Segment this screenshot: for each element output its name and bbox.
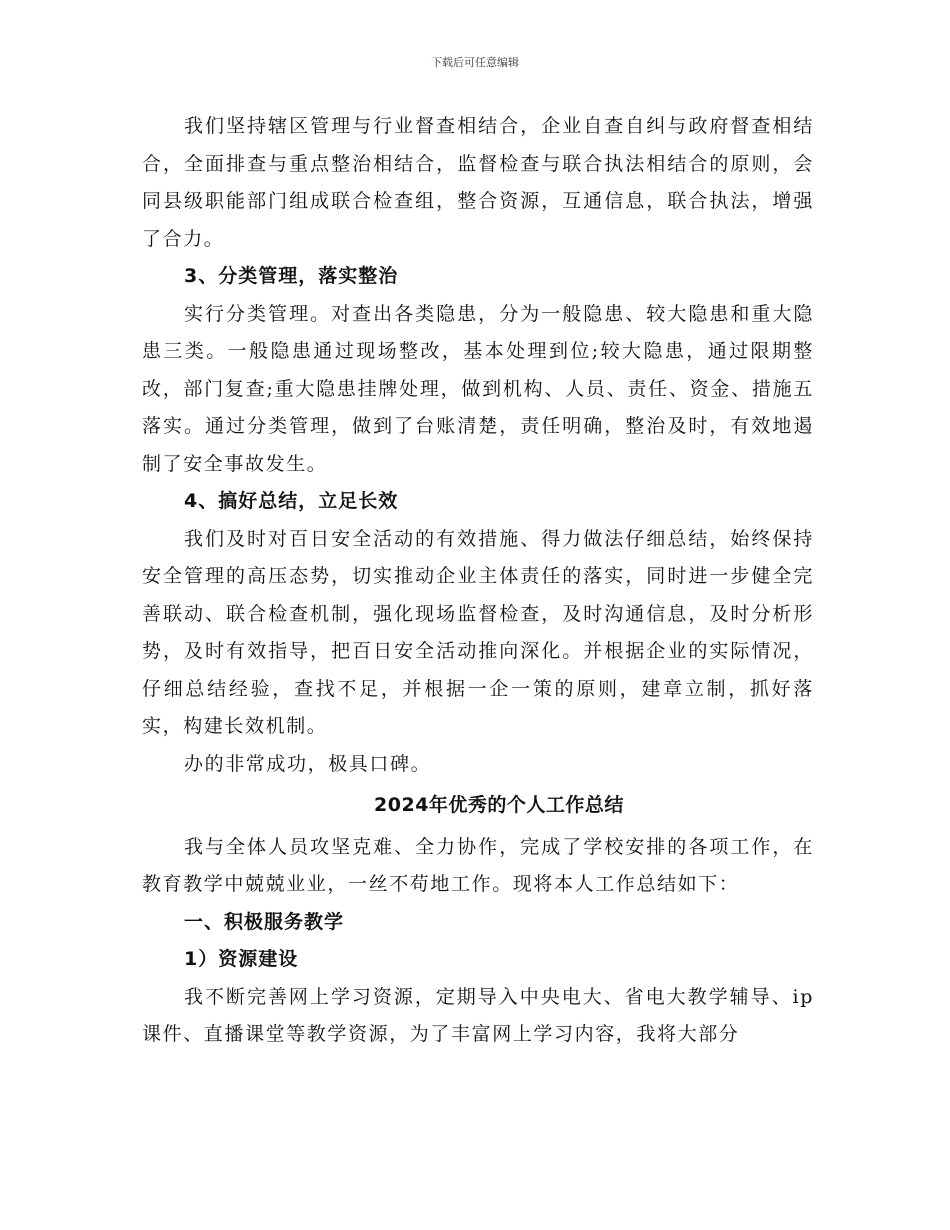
section-heading-serve-teaching: 一、积极服务教学 bbox=[184, 910, 345, 933]
paragraph-joint-enforcement: 我们坚持辖区管理与行业督查相结合，企业自查自纠与政府督查相结合，全面排查与重点整治相结合，监督检查与联合执法相结合的原则，会同县级职能部门组成联合检查组，整合资源，互通信息，联合执法，增强了合力。 bbox=[142, 115, 814, 250]
paragraph-closing-remark: 办的非常成功，极具口碑。 bbox=[184, 752, 432, 775]
page-header-note: 下载后可任意编辑 bbox=[431, 56, 519, 69]
heading-classified-management: 3、分类管理，落实整治 bbox=[184, 265, 399, 287]
paragraph-classified-management: 实行分类管理。对查出各类隐患，分为一般隐患、较大隐患和重大隐患三类。一般隐患通过现场整改，基本处理到位;较大隐患，通过限期整改，部门复查;重大隐患挂牌处理，做到机构、人员、责任、资金、措施五落实。通过分类管理，做到了台账清楚，责任明确，整治及时，有效地遏制了安全事故发生。 bbox=[142, 302, 814, 475]
paragraph-introduction: 我与全体人员攻坚克难、全力协作，完成了学校安排的各项工作，在教育教学中兢兢业业，一丝不苟地工作。现将本人工作总结如下： bbox=[142, 835, 814, 895]
document-body bbox=[142, 108, 814, 1054]
paragraph-summary-long-term: 我们及时对百日安全活动的有效措施、得力做法仔细总结，始终保持安全管理的高压态势，切实推动企业主体责任的落实，同时进一步健全完善联动、联合检查机制，强化现场监督检查，及时沟通信息，及时分析形势，及时有效指导，把百日安全活动推向深化。并根据企业的实际情况，仔细总结经验，查找不足，并根据一企一策的原则，建章立制，抓好落实，构建长效机制。 bbox=[142, 527, 814, 737]
subsection-heading-resource-building: 1）资源建设 bbox=[184, 948, 299, 970]
document-title: 2024年优秀的个人工作总结 bbox=[374, 794, 624, 816]
paragraph-resource-building: 我不断完善网上学习资源，定期导入中央电大、省电大教学辅导、ip课件、直播课堂等教学资源，为了丰富网上学习内容，我将大部分 bbox=[142, 985, 814, 1045]
heading-summary-long-term: 4、搞好总结，立足长效 bbox=[184, 490, 399, 512]
